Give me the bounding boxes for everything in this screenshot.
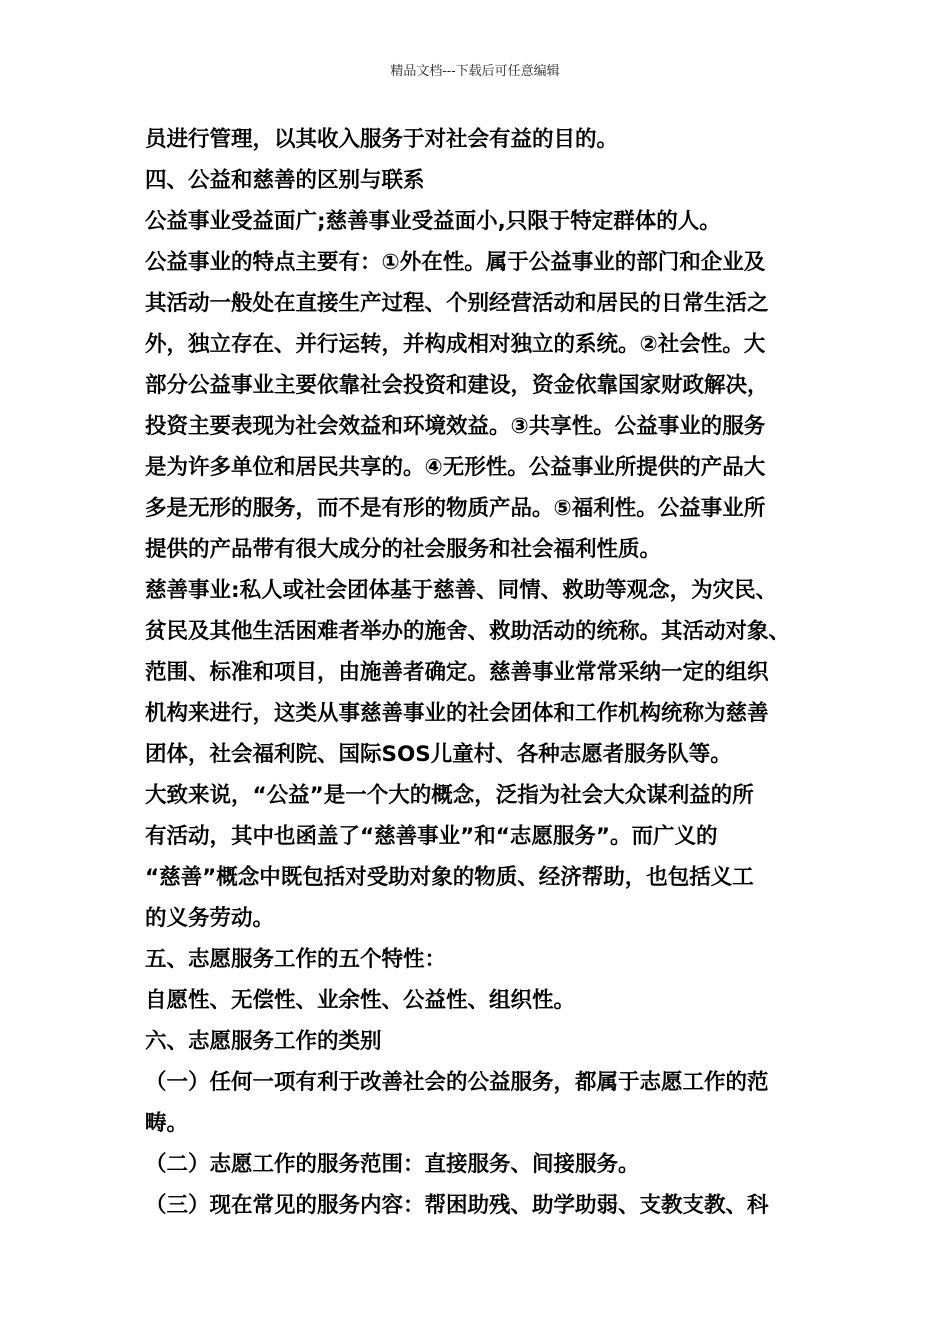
document-body (145, 119, 825, 1226)
text-line: 大致来说，“公益”是一个大的概念，泛指为社会大众谋利益的所 (145, 783, 754, 808)
text-line: 的义务劳动。 (145, 906, 275, 931)
text-line: 有活动，其中也函盖了“慈善事业”和“志愿服务”。而广义的 (145, 824, 718, 849)
text-line: 员进行管理，以其收入服务于对社会有益的目的。 (145, 127, 619, 152)
text-line: 贫民及其他生活困难者举办的施舍、救助活动的统称。其活动对象、 (145, 619, 791, 644)
section-heading: 四、公益和慈善的区别与联系 (145, 168, 425, 193)
page-header: 精品文档---下载后可任意编辑 (390, 64, 560, 79)
text-line: 范围、标准和项目，由施善者确定。慈善事业常常采纳一定的组织 (145, 660, 769, 685)
text-line: 公益事业受益面广;慈善事业受益面小,只限于特定群体的人。 (145, 209, 721, 234)
text-line: 自愿性、无偿性、业余性、公益性、组织性。 (145, 988, 576, 1013)
text-line: 其活动一般处在直接生产过程、个别经营活动和居民的日常生活之 (145, 291, 769, 316)
text-line: 机构来进行，这类从事慈善事业的社会团体和工作机构统称为慈善 (145, 701, 769, 726)
text-line: （一）任何一项有利于改善社会的公益服务，都属于志愿工作的范 (145, 1070, 769, 1095)
section-heading: 五、志愿服务工作的五个特性： (145, 947, 447, 972)
text-line: （三）现在常见的服务内容：帮困助残、助学助弱、支教支教、科 (145, 1193, 769, 1218)
text-line: 提供的产品带有很大成分的社会服务和社会福利性质。 (145, 537, 662, 562)
text-line: 外，独立存在、并行运转，并构成相对独立的系统。②社会性。大 (145, 332, 766, 357)
text-line: “慈善”概念中既包括对受助对象的物质、经济帮助，也包括义工 (145, 865, 754, 890)
text-line: 部分公益事业主要依靠社会投资和建设，资金依靠国家财政解决， (145, 373, 769, 398)
text-line: 公益事业的特点主要有：①外在性。属于公益事业的部门和企业及 (145, 250, 766, 275)
text-line: （二）志愿工作的服务范围：直接服务、间接服务。 (145, 1152, 640, 1177)
text-line: 是为许多单位和居民共享的。④无形性。公益事业所提供的产品大 (145, 455, 766, 480)
text-line: 慈善事业:私人或社会团体基于慈善、同情、救助等观念，为灾民、 (145, 578, 778, 603)
text-line: 投资主要表现为社会效益和环境效益。③共享性。公益事业的服务 (145, 414, 766, 439)
section-heading: 六、志愿服务工作的类别 (145, 1029, 382, 1054)
text-line: 团体，社会福利院、国际SOS儿童村、各种志愿者服务队等。 (145, 742, 732, 767)
text-line: 畴。 (145, 1111, 189, 1136)
text-line: 多是无形的服务，而不是有形的物质产品。⑤福利性。公益事业所 (145, 496, 766, 521)
